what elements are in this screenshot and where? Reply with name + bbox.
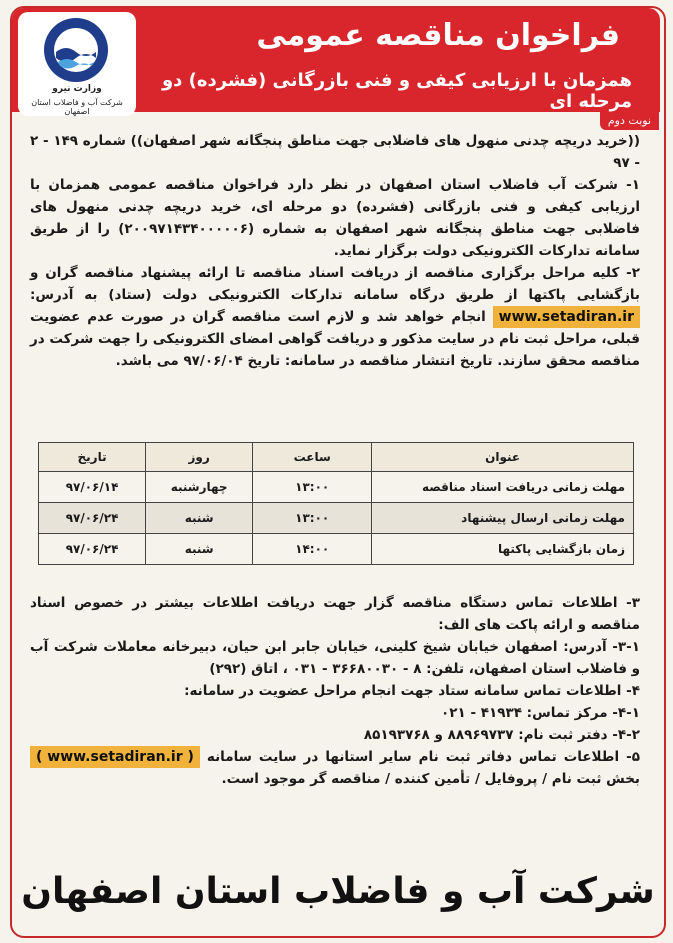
setadiran-link-2[interactable]: ( www.setadiran.ir ) <box>30 746 200 768</box>
section-3-1: ۳-۱- آدرس: اصفهان خیابان شیخ کلینی، خیابان جابر ابن حیان، دبیرخانه معاملات شرکت آب و فاضلاب استان اصفهان، تلفن: ۸ - ۳۶۶۸۰۰۳۰ - ۰۳۱ ، اتاق (۲۹۲) <box>30 639 640 677</box>
section-3: ۳- اطلاعات تماس دستگاه مناقصه گزار جهت دریافت اطلاعات بیشتر در خصوص اسناد مناقصه و ارائه پاکت های الف: <box>30 595 640 633</box>
row-day: شنبه <box>146 503 253 534</box>
col-header-title: عنوان <box>372 443 634 472</box>
notice-subtitle: همزمان با ارزیابی کیفی و فنی بازرگانی (فشرده) دو مرحله ای <box>161 70 632 112</box>
section-2 <box>30 262 640 372</box>
row-title: مهلت زمانی ارسال پیشنهاد <box>372 503 634 534</box>
table-row <box>39 472 634 503</box>
col-header-time: ساعت <box>253 443 372 472</box>
notice-body-top <box>30 130 640 372</box>
row-time: ۱۳:۰۰ <box>253 472 372 503</box>
edition-badge: نوبت دوم <box>600 112 659 130</box>
row-title: مهلت زمانی دریافت اسناد مناقصه <box>372 472 634 503</box>
col-header-date: تاریخ <box>39 443 146 472</box>
tender-subject: ((خرید دریچه چدنی منهول های فاضلابی جهت مناطق پنجگانه شهر اصفهان)) شماره ۱۴۹ - ۲ - ۹۷ <box>30 133 640 171</box>
row-time: ۱۴:۰۰ <box>253 534 372 565</box>
row-date: ۹۷/۰۶/۲۴ <box>39 503 146 534</box>
section-1: ۱- شرکت آب فاضلاب استان اصفهان در نظر دارد فراخوان مناقصه عمومی همزمان با ارزیابی کیفی و فنی بازرگانی (فشرده) دو مرحله ای، خرید دریچه چدنی منهول های فاضلابی جهت مناطق پنجگانه شهر اصفهان به شماره (۲۰۰۹۷۱۴۳۴۰۰۰۰۰۶) را از طریق سامانه تدارکات الکترونیکی دولت برگزار نماید. <box>30 177 641 259</box>
row-date: ۹۷/۰۶/۱۴ <box>39 472 146 503</box>
setadiran-link[interactable]: www.setadiran.ir <box>493 306 640 328</box>
notice-title: فراخوان مناقصه عمومی <box>256 18 620 53</box>
logo-company-label: شرکت آب و فاضلاب استان اصفهان <box>31 98 123 116</box>
water-logo-icon <box>44 18 108 82</box>
section-2-text-a: ۲- کلیه مراحل برگزاری مناقصه از دریافت اسناد مناقصه تا ارائه پیشنهاد مناقصه گران و بازگشایی پاکتها از طریق درگاه سامانه تدارکات الکترونیکی دولت (ستاد) به آدرس: <box>30 265 640 303</box>
section-5-text-a: ۵- اطلاعات تماس دفاتر ثبت نام سایر استانها در سایت سامانه <box>206 749 640 765</box>
footer-company-name: شرکت آب و فاضلاب استان اصفهان <box>21 871 655 912</box>
section-4-2: ۴-۲- دفتر ثبت نام: ۸۸۹۶۹۷۳۷ و ۸۵۱۹۳۷۶۸ <box>363 727 640 743</box>
row-day: چهارشنبه <box>146 472 253 503</box>
row-time: ۱۳:۰۰ <box>253 503 372 534</box>
row-day: شنبه <box>146 534 253 565</box>
section-2-text-b: انجام خواهد شد و لازم است مناقصه گران در صورت عدم عضویت قبلی، مراحل ثبت نام در سایت مذکور و دریافت گواهی امضای الکترونیکی را جهت شرکت در مناقصه محقق سازند. تاریخ انتشار مناقصه در سامانه: تاریخ ۹۷/۰۶/۰۴ می باشد. <box>30 309 640 369</box>
table-row <box>39 503 634 534</box>
notice-body-bottom <box>30 592 640 790</box>
table-header-row <box>39 443 634 472</box>
logo-ministry-label: وزارت نیرو <box>52 84 102 94</box>
row-title: زمان بازگشایی پاکتها <box>372 534 634 565</box>
section-5 <box>30 746 640 790</box>
col-header-day: روز <box>146 443 253 472</box>
row-date: ۹۷/۰۶/۲۴ <box>39 534 146 565</box>
section-4-1: ۴-۱- مرکز تماس: ۴۱۹۳۴ - ۰۲۱ <box>441 705 640 721</box>
company-logo <box>18 12 136 116</box>
section-4: ۴- اطلاعات تماس سامانه ستاد جهت انجام مراحل عضویت در سامانه: <box>184 683 640 699</box>
schedule-table <box>38 442 634 565</box>
section-5-text-b: بخش ثبت نام / پروفایل / تأمین کننده / مناقصه گر موجود است. <box>221 771 640 787</box>
table-row <box>39 534 634 565</box>
